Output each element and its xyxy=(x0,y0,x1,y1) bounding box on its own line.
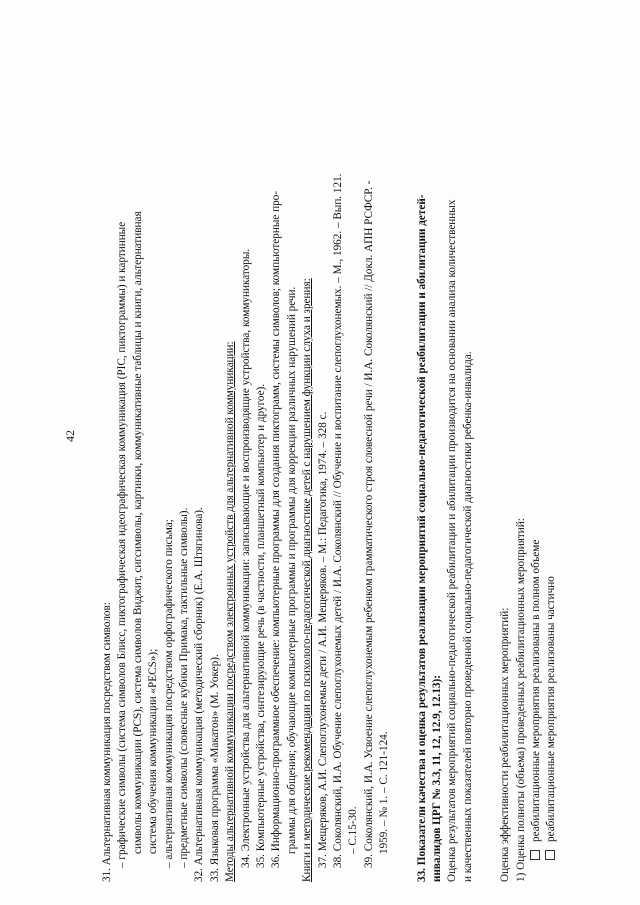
page-number: 42 xyxy=(63,430,77,442)
line-text: Оценка результатов мероприятий социально-педагогической реабилитации и абилитации производится на основании анализа количественных xyxy=(446,199,459,882)
text-line xyxy=(461,351,476,882)
line-text: реабилитационные мероприятия реализованы в полном объеме xyxy=(530,539,542,842)
text-line xyxy=(316,412,331,868)
text-line xyxy=(177,508,192,868)
text-line xyxy=(362,181,377,868)
line-text: 37. Мещеряков, А.И. Слепоглухонемые дети / А.И. Мещеряков. – М.: Педагогика, 1974. – 328 с. xyxy=(316,411,329,868)
text-line xyxy=(415,194,430,882)
line-text: 39. Соколянский, И.А. Усвоение слепоглухонемым ребенком грамматического строя словесной речи / И.А. Соколянский // Докл. АПН РСФСР. - xyxy=(362,180,375,868)
line-text: 1959. – № 1. – С. 121-124. xyxy=(378,731,391,854)
line-text: и качественных показателей повторно проведенной социально-педагогической диагностики ребенка-инвалида. xyxy=(461,351,474,882)
line-text: 34. Электронные устройства для альтернативной коммуникации: записывающие и воспроизводящие устройства, коммуникаторы. xyxy=(239,248,252,868)
text-line xyxy=(100,602,115,882)
text-line xyxy=(115,222,130,868)
text-line xyxy=(254,384,269,868)
text-line xyxy=(239,249,254,868)
line-text: Книги и методические рекомендации по психолого-педагогической диагностике детей с нарушением функции слуха и зрения: xyxy=(301,278,314,882)
text-line xyxy=(544,576,559,860)
line-text: 33. Языковая программа «Макатон» (М. Уокер). xyxy=(208,654,221,882)
text-line xyxy=(223,341,238,882)
text-line xyxy=(377,731,392,854)
text-line xyxy=(192,507,207,882)
line-text: – С.15-30. xyxy=(347,806,360,854)
line-text: инвалидов ЦРГ № 3.3, 11, 12, 12.9, 12.13): xyxy=(431,675,443,882)
line-text: система обучения коммуникации «PECS»); xyxy=(147,648,160,854)
text-line xyxy=(208,654,223,882)
line-text: – графические символы (система символов Блисс, пиктографическая идеографическая коммуникация (PIC, пиктограммы) и картинные xyxy=(116,221,129,868)
line-text: 31. Альтернативная коммуникация посредством символов: xyxy=(101,602,113,882)
line-text: 32. Альтернативная коммуникация (методический сборник) (Е.А. Штягинова). xyxy=(193,507,206,882)
checkbox[interactable] xyxy=(530,850,540,860)
text-line xyxy=(131,211,146,854)
line-text: 35. Компьютерные устройства, синтезирующие речь (в частности, планшетный компьютер и другое). xyxy=(255,383,267,868)
line-text: Методы альтернативной коммуникации посредством электронных устройств для альтернативной коммуникации: xyxy=(224,341,237,882)
text-line xyxy=(430,675,445,882)
text-line xyxy=(445,200,460,882)
line-text: 36. Информационно-программное обеспечение: компьютерные программы для создания пиктограмм, системы символов; компьютерные про- xyxy=(270,190,283,868)
line-text: 33. Показатели качества и оценка результатов реализации мероприятий социально-педагогической реабилитации и абилитации детей- xyxy=(415,194,428,882)
line-text: Оценка эффективности реабилитационных мероприятий: xyxy=(499,607,512,882)
checkbox[interactable] xyxy=(545,850,555,860)
text-line xyxy=(498,608,513,882)
text-line xyxy=(285,287,300,854)
line-text: – предметные символы (словесные кубики Примака, тактильные символы). xyxy=(178,507,190,868)
text-line xyxy=(146,649,161,854)
line-text: 1) Оценка полноты (объема) проведенных реабилитационных мероприятий: xyxy=(514,518,527,882)
text-line xyxy=(514,518,529,882)
text-line xyxy=(529,540,544,860)
text-line xyxy=(300,278,315,882)
line-text: символы коммуникации (PCS), система символов Виджит, сигсимволы, картинки, коммуникативные таблицы и книги, альтернативная xyxy=(131,211,144,854)
line-text: граммы для общения; обучающие компьютерные программы и программы для коррекции различных нарушений речи. xyxy=(285,286,298,854)
line-text: 38. Соколянский, И.А. Обучение слепоглухонемых детей / И.А. Соколянский // Обучение и воспитание слепоглухонемых. – М., 1962. – Вып. 121. xyxy=(332,173,344,868)
line-text: – альтернативная коммуникация посредством орфографического письма; xyxy=(162,519,175,868)
rotated-text-block xyxy=(62,12,558,882)
line-text: реабилитационные мероприятия реализованы частично xyxy=(545,576,558,842)
text-line xyxy=(346,806,361,854)
text-line xyxy=(269,191,284,868)
text-line xyxy=(331,174,346,868)
text-line xyxy=(162,519,177,868)
